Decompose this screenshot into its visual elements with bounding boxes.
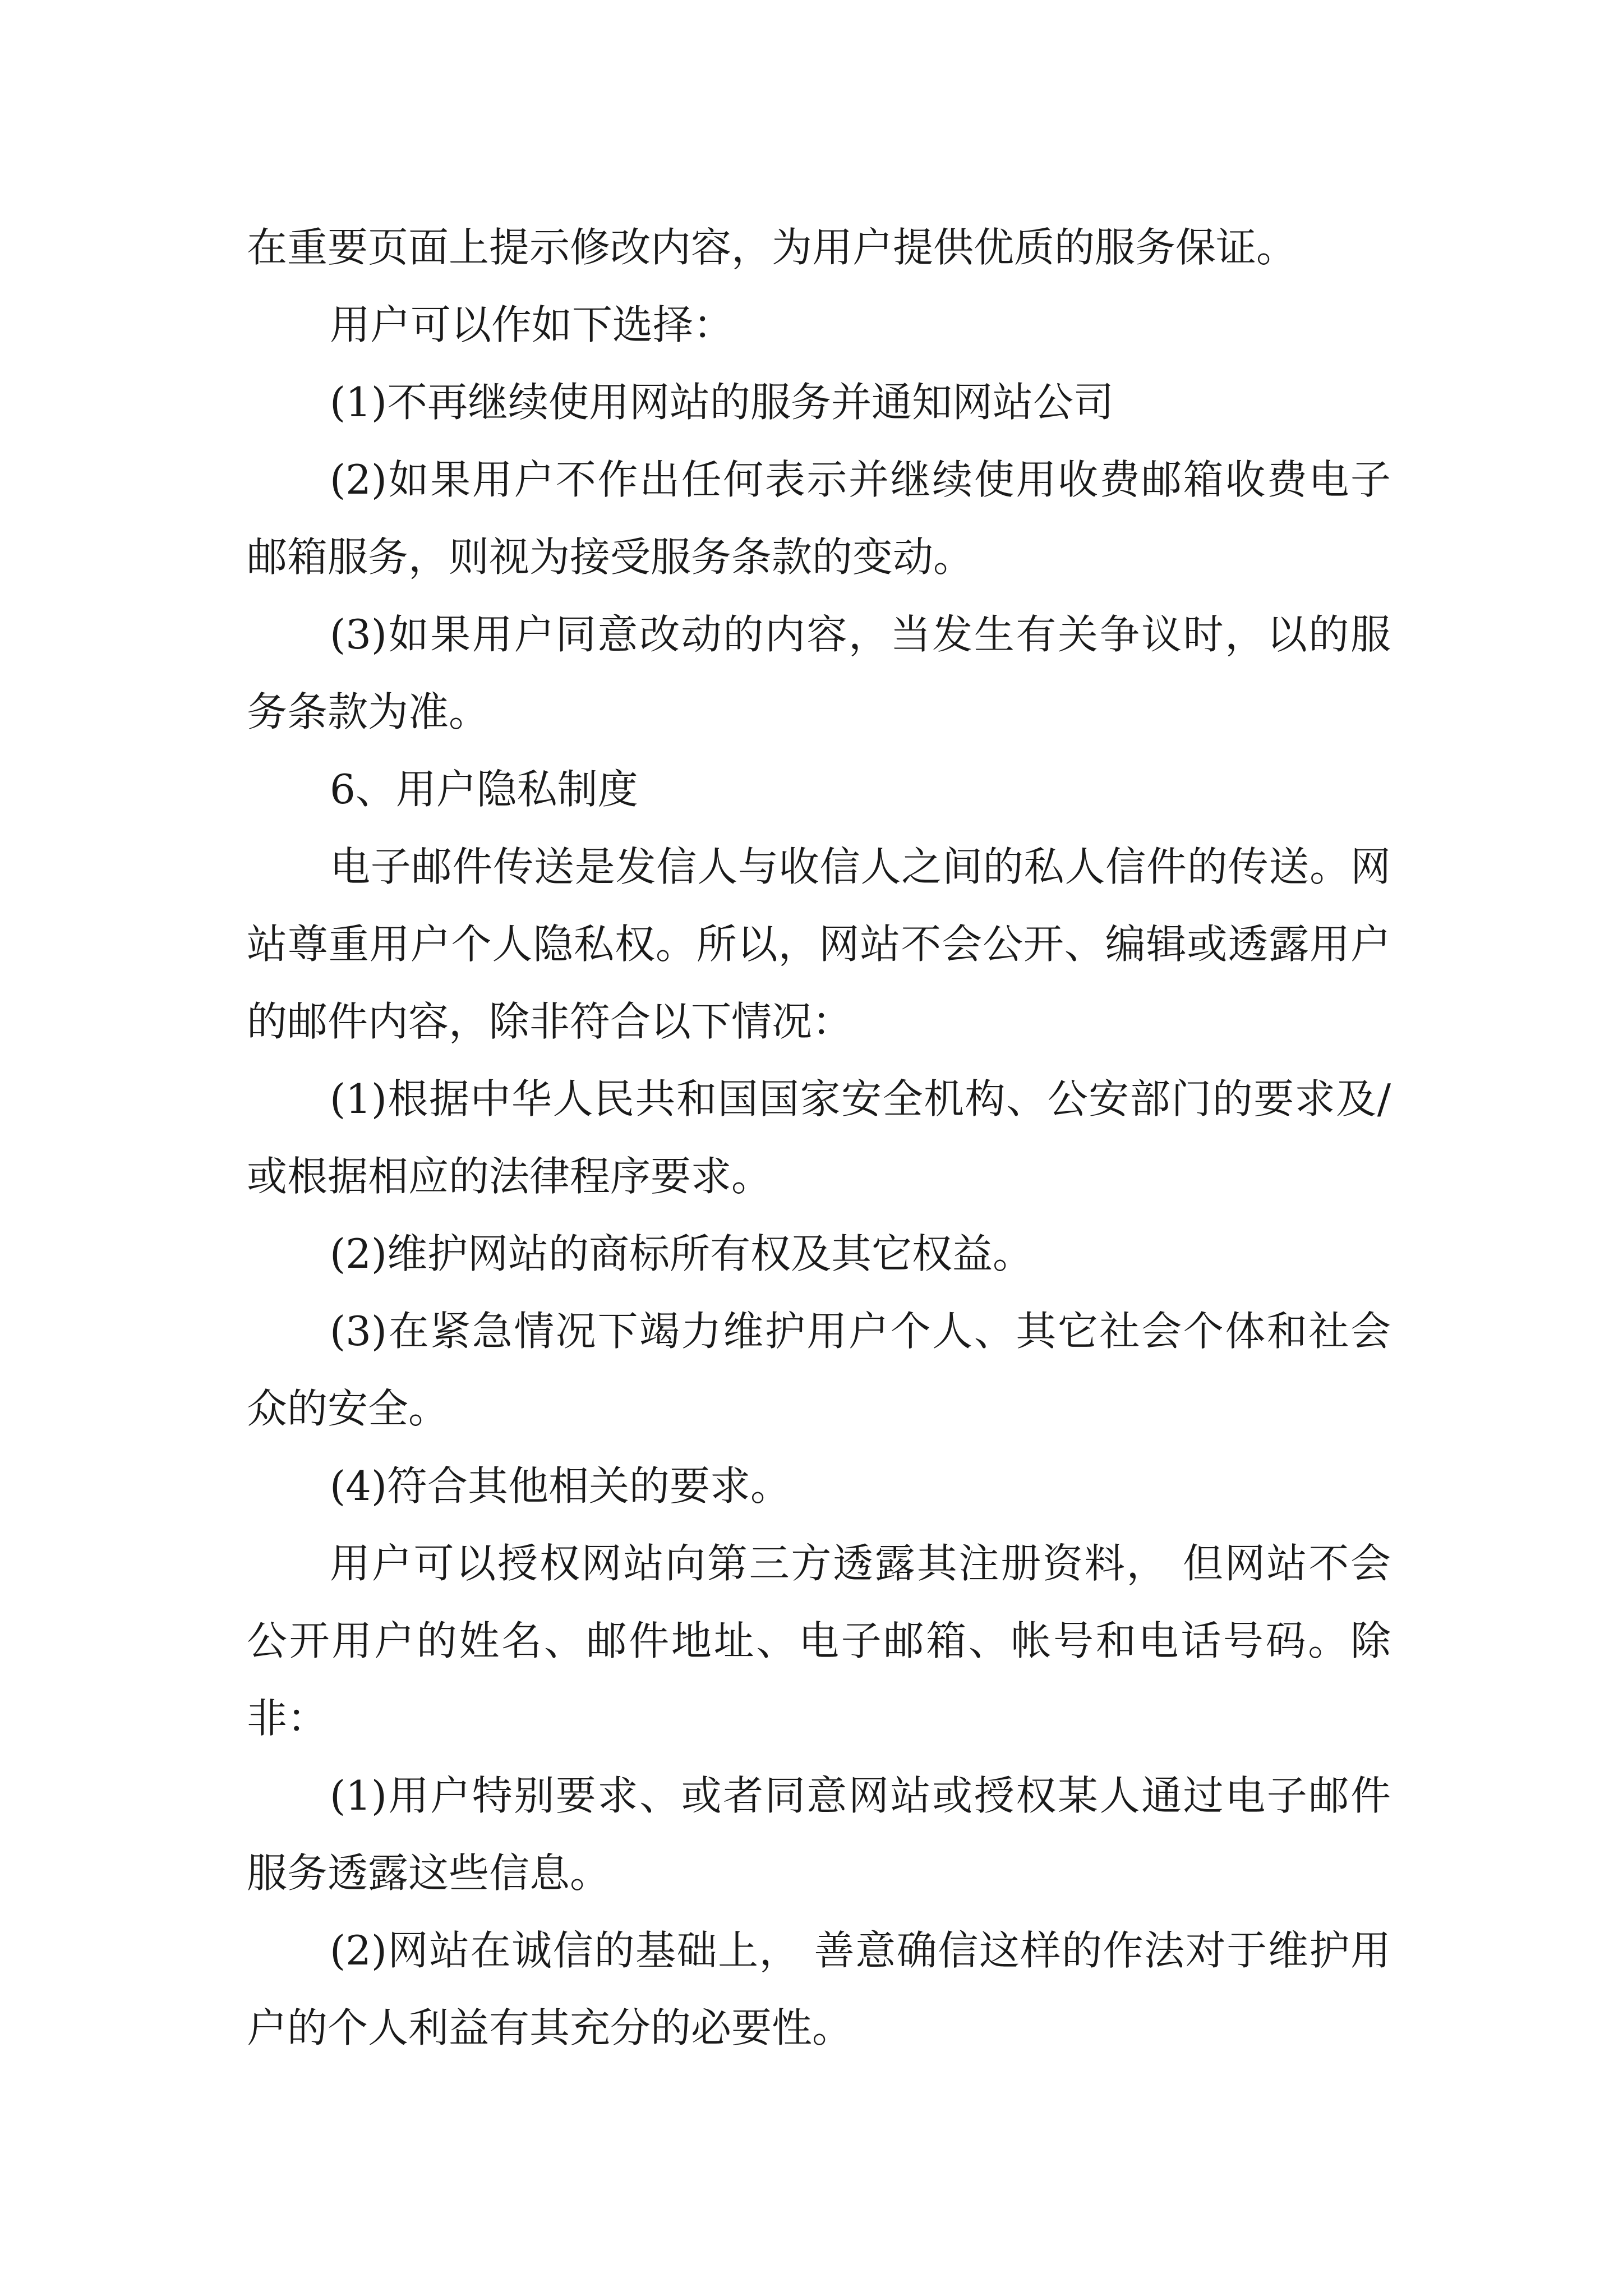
- section-heading-privacy: 6、用户隐私制度: [330, 766, 638, 813]
- paragraph-user-options: 用户可以作如下选择：: [330, 301, 734, 348]
- paragraph-privacy-case-2: (2)维护网站的商标所有权及其它权益。: [330, 1230, 1033, 1277]
- document-body: [247, 209, 1391, 2067]
- paragraph-disclosure-intro: 用户可以授权网站向第三方透露其注册资料， 但网站不会公开用户的姓名、邮件地址、电子邮箱、帐号和电话号码。除非：: [247, 1540, 1391, 1742]
- paragraph-privacy-intro: 电子邮件传送是发信人与收信人之间的私人信件的传送。网站尊重用户个人隐私权。所以，网站不会公开、编辑或透露用户的邮件内容，除非符合以下情况：: [247, 843, 1391, 1045]
- paragraph-disclosure-case-1: (1)用户特别要求、或者同意网站或授权某人通过电子邮件服务透露这些信息。: [247, 1772, 1391, 1897]
- paragraph-option-3: (3)如果用户同意改动的内容，当发生有关争议时，以的服务条款为准。: [247, 611, 1391, 735]
- paragraph-option-2: (2)如果用户不作出任何表示并继续使用收费邮箱收费电子邮箱服务，则视为接受服务条款的变动。: [247, 456, 1391, 581]
- paragraph-privacy-case-1: (1)根据中华人民共和国国家安全机构、公安部门的要求及/或根据相应的法律程序要求。: [247, 1075, 1391, 1200]
- paragraph-disclosure-case-2: (2)网站在诚信的基础上， 善意确信这样的作法对于维护用户的个人利益有其充分的必要性。: [247, 1927, 1391, 2051]
- paragraph-continuation: 在重要页面上提示修改内容，为用户提供优质的服务保证。: [247, 224, 1297, 271]
- paragraph-privacy-case-3: (3)在紧急情况下竭力维护用户个人、其它社会个体和社会众的安全。: [247, 1308, 1391, 1432]
- paragraph-option-1: (1)不再继续使用网站的服务并通知网站公司: [330, 379, 1114, 426]
- paragraph-privacy-case-4: (4)符合其他相关的要求。: [330, 1462, 791, 1510]
